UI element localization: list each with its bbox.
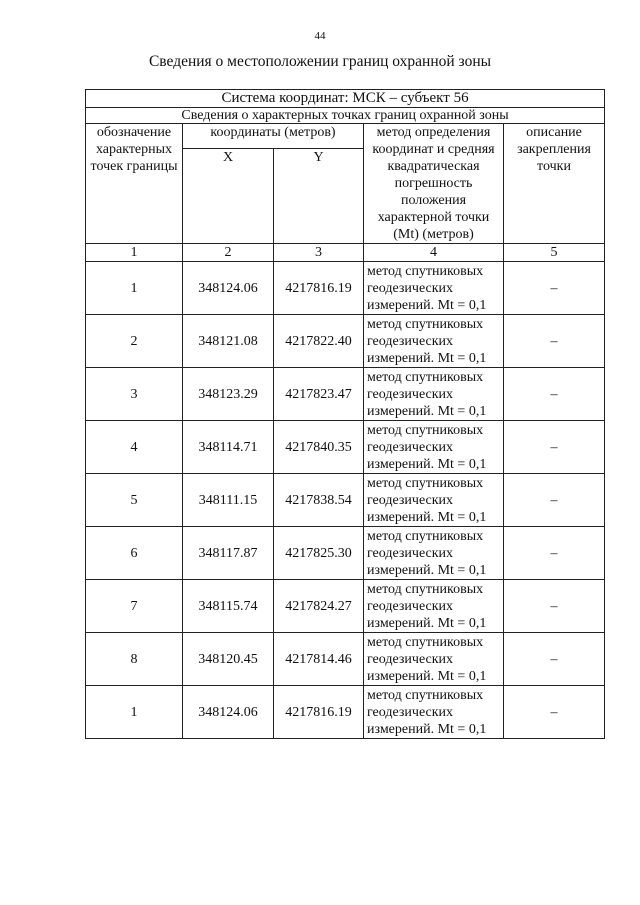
header-designation: обозначение характерных точек границы xyxy=(86,124,183,244)
description-cell: – xyxy=(504,527,605,580)
header-method: метод определения координат и средняя квадратическая погрешность положения характерной точки (Mt) (метров) xyxy=(364,124,504,244)
point-cell: 5 xyxy=(86,474,183,527)
x-coordinate-cell: 348124.06 xyxy=(183,262,274,315)
boundary-points-table xyxy=(85,89,605,739)
point-cell: 4 xyxy=(86,421,183,474)
x-coordinate-cell: 348124.06 xyxy=(183,686,274,739)
description-cell: – xyxy=(504,633,605,686)
method-cell: метод спутниковых геодезических измерений. Mt = 0,1 xyxy=(364,580,504,633)
x-coordinate-cell: 348123.29 xyxy=(183,368,274,421)
table-row xyxy=(86,262,605,315)
document-title: Сведения о местоположении границ охранной зоны xyxy=(148,53,492,70)
x-coordinate-cell: 348115.74 xyxy=(183,580,274,633)
method-cell: метод спутниковых геодезических измерений. Mt = 0,1 xyxy=(364,474,504,527)
method-cell: метод спутниковых геодезических измерений. Mt = 0,1 xyxy=(364,315,504,368)
method-cell: метод спутниковых геодезических измерений. Mt = 0,1 xyxy=(364,421,504,474)
y-coordinate-cell: 4217814.46 xyxy=(274,633,364,686)
point-cell: 6 xyxy=(86,527,183,580)
x-coordinate-cell: 348117.87 xyxy=(183,527,274,580)
header-x: X xyxy=(183,149,274,244)
x-coordinate-cell: 348111.15 xyxy=(183,474,274,527)
column-number: 1 xyxy=(86,244,183,262)
point-cell: 2 xyxy=(86,315,183,368)
method-cell: метод спутниковых геодезических измерений. Mt = 0,1 xyxy=(364,686,504,739)
column-number: 3 xyxy=(274,244,364,262)
point-cell: 1 xyxy=(86,686,183,739)
header-description: описание закрепления точки xyxy=(504,124,605,244)
point-cell: 1 xyxy=(86,262,183,315)
method-cell: метод спутниковых геодезических измерений. Mt = 0,1 xyxy=(364,633,504,686)
x-coordinate-cell: 348114.71 xyxy=(183,421,274,474)
y-coordinate-cell: 4217823.47 xyxy=(274,368,364,421)
x-coordinate-cell: 348120.45 xyxy=(183,633,274,686)
header-coordinates: координаты (метров) xyxy=(183,124,364,149)
table-row xyxy=(86,315,605,368)
method-cell: метод спутниковых геодезических измерений. Mt = 0,1 xyxy=(364,262,504,315)
y-coordinate-cell: 4217838.54 xyxy=(274,474,364,527)
y-coordinate-cell: 4217825.30 xyxy=(274,527,364,580)
description-cell: – xyxy=(504,368,605,421)
table-row xyxy=(86,368,605,421)
page-number: 44 xyxy=(314,30,326,42)
description-cell: – xyxy=(504,262,605,315)
description-cell: – xyxy=(504,474,605,527)
point-cell: 7 xyxy=(86,580,183,633)
description-cell: – xyxy=(504,315,605,368)
y-coordinate-cell: 4217816.19 xyxy=(274,262,364,315)
y-coordinate-cell: 4217824.27 xyxy=(274,580,364,633)
table-row xyxy=(86,527,605,580)
header-y: Y xyxy=(274,149,364,244)
description-cell: – xyxy=(504,421,605,474)
table-row xyxy=(86,633,605,686)
coordinate-system-caption: Система координат: МСК – субъект 56 xyxy=(86,90,605,108)
table-row xyxy=(86,580,605,633)
y-coordinate-cell: 4217822.40 xyxy=(274,315,364,368)
column-number: 2 xyxy=(183,244,274,262)
x-coordinate-cell: 348121.08 xyxy=(183,315,274,368)
table-row xyxy=(86,421,605,474)
column-number: 5 xyxy=(504,244,605,262)
y-coordinate-cell: 4217816.19 xyxy=(274,686,364,739)
column-number: 4 xyxy=(364,244,504,262)
point-cell: 8 xyxy=(86,633,183,686)
description-cell: – xyxy=(504,686,605,739)
description-cell: – xyxy=(504,580,605,633)
method-cell: метод спутниковых геодезических измерений. Mt = 0,1 xyxy=(364,368,504,421)
table-row xyxy=(86,686,605,739)
table-subcaption: Сведения о характерных точках границ охранной зоны xyxy=(86,108,605,124)
y-coordinate-cell: 4217840.35 xyxy=(274,421,364,474)
point-cell: 3 xyxy=(86,368,183,421)
method-cell: метод спутниковых геодезических измерений. Mt = 0,1 xyxy=(364,527,504,580)
table-row xyxy=(86,474,605,527)
